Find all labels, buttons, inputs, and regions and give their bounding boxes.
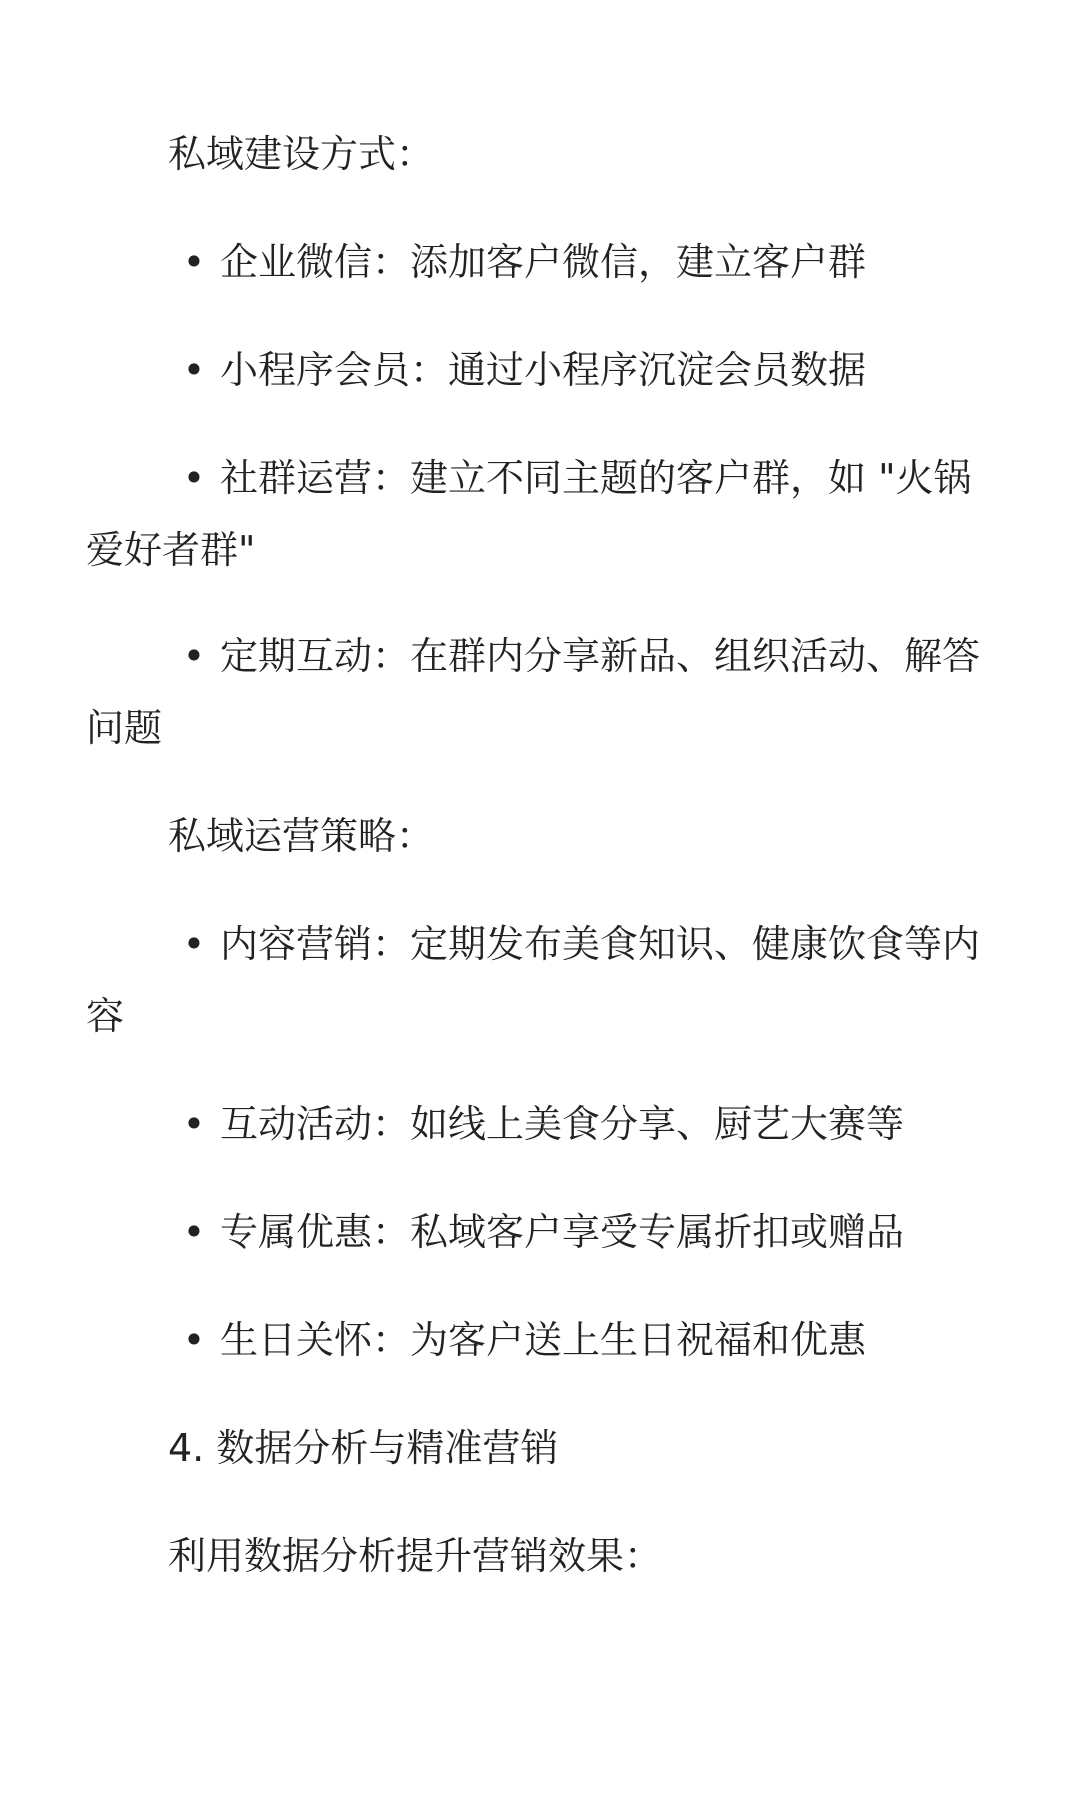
list-item-text: 内容营销：定期发布美食知识、健康饮食等内容 <box>86 922 981 1038</box>
list-item <box>86 442 1006 586</box>
list-item-text: 互动活动：如线上美食分享、厨艺大赛等 <box>220 1102 905 1146</box>
list-item-text: 定期互动：在群内分享新品、组织活动、解答问题 <box>86 634 981 750</box>
list-item <box>168 1304 1028 1376</box>
list-item-text: 小程序会员：通过小程序沉淀会员数据 <box>220 348 867 392</box>
list-item-text: 专属优惠：私域客户享受专属折扣或赠品 <box>220 1210 905 1254</box>
list-item-text: 社群运营：建立不同主题的客户群，如 "火锅爱好者群" <box>86 456 972 572</box>
list-item <box>168 334 1028 406</box>
list-item <box>86 620 1006 764</box>
list-item <box>168 226 1028 298</box>
bullet: • <box>182 348 206 392</box>
bullet: • <box>182 634 206 678</box>
bullet: • <box>182 1318 206 1362</box>
bullet: • <box>182 240 206 284</box>
heading-private-domain-strategy: 私域运营策略： <box>168 814 435 858</box>
heading-private-domain-building: 私域建设方式： <box>168 132 435 176</box>
section-intro: 利用数据分析提升营销效果： <box>168 1534 663 1578</box>
list-item <box>168 1196 1028 1268</box>
section-title: 4. 数据分析与精准营销 <box>168 1426 559 1470</box>
list-item-text: 生日关怀：为客户送上生日祝福和优惠 <box>220 1318 867 1362</box>
bullet: • <box>182 1210 206 1254</box>
list-item <box>168 1088 1028 1160</box>
bullet: • <box>182 1102 206 1146</box>
bullet: • <box>182 922 206 966</box>
list-item <box>86 908 1006 1052</box>
bullet: • <box>182 456 206 500</box>
list-item-text: 企业微信：添加客户微信，建立客户群 <box>220 240 867 284</box>
